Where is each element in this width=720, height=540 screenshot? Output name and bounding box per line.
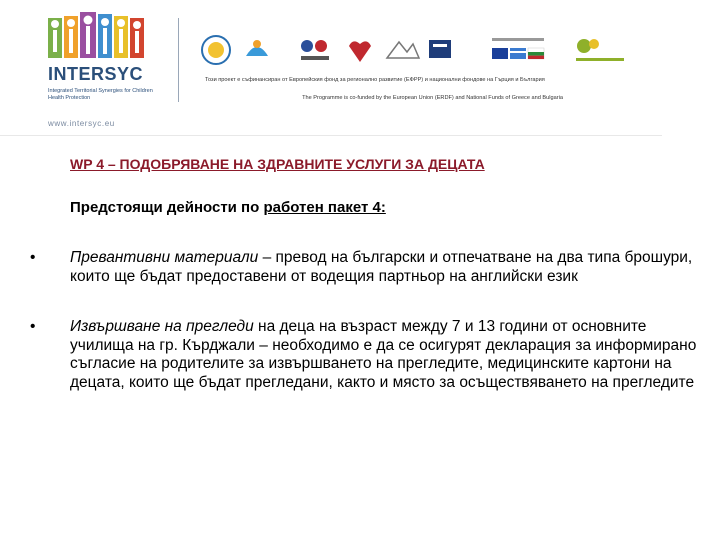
- bullet-marker: •: [30, 318, 36, 335]
- section-heading-prefix: Предстоящи дейности по: [70, 199, 264, 216]
- logo-tagline: Integrated Territorial Synergies for Children Health Protection: [48, 88, 153, 101]
- section-heading-underlined: работен пакет 4:: [263, 199, 386, 216]
- list-item: [30, 318, 700, 392]
- partner-logos: [200, 34, 650, 68]
- partner-logo-3-icon: [295, 34, 335, 66]
- partner-logo-6-icon: [425, 34, 455, 66]
- partner-logo-5-icon: [385, 34, 421, 66]
- header-banner: [0, 0, 662, 136]
- funding-notice: [205, 76, 660, 102]
- children-figures-icon: [48, 12, 148, 58]
- partner-logo-2-icon: [242, 34, 272, 66]
- eu-flags-icon: [490, 34, 560, 66]
- partner-logo-1-icon: [200, 34, 234, 66]
- bullet-list: [30, 249, 700, 392]
- bullet-italic-term: Извършване на прегледи: [70, 318, 254, 335]
- logo-wordmark: INTERSYC: [48, 64, 144, 84]
- partner-logo-4-icon: [345, 34, 375, 66]
- header-divider: [178, 18, 179, 102]
- bullet-text: – превод на български и отпечатване на два типа брошури, които ще бъдат предоставени от водещия партньор на английски език: [70, 249, 693, 285]
- partner-logo-8-icon: [572, 34, 632, 66]
- bullet-marker: •: [30, 249, 36, 266]
- logo-url: www.intersyc.eu: [48, 119, 115, 128]
- bullet-text: на деца на възраст между 7 и 13 години от основните училища на гр. Кърджали – необходимо е да се осигурят декларация за информирано съгласие на родителите за извършването на прегледите, медицинските картони на децата, които ще бъдат прегледани, както и място за осъществяването на прегледите: [70, 318, 697, 391]
- funding-line-bg: Този проект е съфинансиран от Европейския фонд за регионално развитие (ЕФРР) и национални фондове на Гърция и България: [205, 77, 545, 83]
- section-heading: [70, 199, 386, 216]
- list-item: [30, 249, 700, 286]
- bullet-italic-term: Превантивни материали: [70, 249, 259, 266]
- funding-line-en: The Programme is co-funded by the European Union (ERDF) and National Funds of Greece and Bulgaria: [302, 95, 563, 101]
- intersyc-logo: [40, 12, 160, 128]
- page-title: WP 4 – ПОДОБРЯВАНЕ НА ЗДРАВНИТЕ УСЛУГИ ЗА ДЕЦАТА: [70, 156, 485, 172]
